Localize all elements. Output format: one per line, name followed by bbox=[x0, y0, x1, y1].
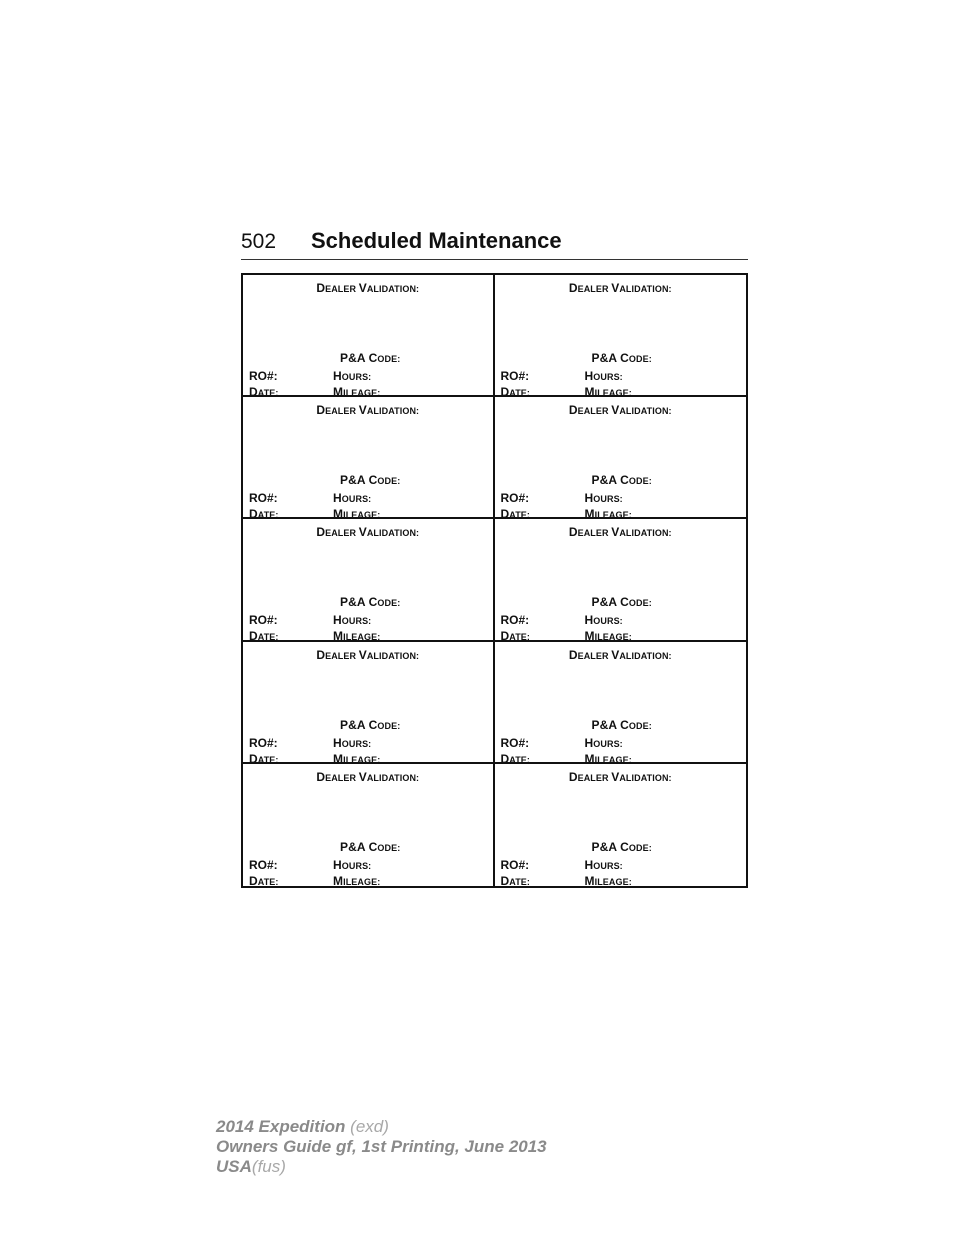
footer-line-2 bbox=[216, 1137, 547, 1157]
label-small: OURS: bbox=[341, 860, 372, 871]
label-cap: V bbox=[611, 769, 620, 784]
mileage-label bbox=[333, 874, 380, 888]
label-small: EALER bbox=[577, 772, 612, 783]
label-small: EALER bbox=[325, 284, 359, 294]
footer-model-code: (exd) bbox=[350, 1117, 389, 1136]
label-cap: D bbox=[249, 385, 258, 399]
label-small: ILEAGE: bbox=[343, 754, 381, 765]
label-small: OURS: bbox=[593, 494, 623, 505]
label-small: ODE: bbox=[377, 354, 401, 364]
footer-market: USA bbox=[216, 1157, 252, 1176]
label-cap: M bbox=[584, 751, 595, 766]
label-cap: M bbox=[584, 507, 595, 522]
label-small: ATE: bbox=[509, 632, 531, 643]
label-small: ILEAGE: bbox=[594, 510, 632, 521]
pa-code-label bbox=[340, 351, 400, 365]
label-cap: P&A C bbox=[340, 473, 378, 488]
label-cap: D bbox=[249, 629, 258, 644]
label-small: ODE: bbox=[628, 842, 652, 853]
hours-label bbox=[585, 858, 623, 872]
label-small: ALIDATION: bbox=[619, 284, 672, 294]
label-small: EALER bbox=[577, 406, 612, 417]
hours-label bbox=[333, 613, 371, 627]
dealer-validation-label bbox=[243, 281, 493, 295]
footer bbox=[216, 1117, 547, 1177]
ro-number-label: RO#: bbox=[249, 735, 278, 750]
footer-model: 2014 Expedition bbox=[216, 1117, 346, 1136]
label-cap: D bbox=[316, 403, 326, 418]
label-cap: P&A C bbox=[591, 717, 629, 732]
hours-label bbox=[585, 491, 623, 505]
label-small: ILEAGE: bbox=[594, 632, 632, 643]
label-small: OURS: bbox=[341, 372, 372, 382]
label-small: ODE: bbox=[628, 354, 652, 364]
footer-line-1 bbox=[216, 1117, 547, 1137]
label-cap: V bbox=[611, 525, 620, 540]
label-cap: H bbox=[333, 857, 342, 872]
label-small: EALER bbox=[325, 772, 359, 783]
label-cap: V bbox=[611, 403, 620, 418]
label-small: ALIDATION: bbox=[366, 284, 420, 294]
label-small: EALER bbox=[325, 650, 359, 661]
label-small: ATE: bbox=[509, 754, 531, 765]
label-cap: V bbox=[358, 403, 367, 418]
label-cap: M bbox=[584, 629, 595, 644]
label-cap: H bbox=[333, 369, 342, 383]
footer-line-3 bbox=[216, 1157, 547, 1177]
label-cap: H bbox=[333, 613, 342, 628]
label-cap: P&A C bbox=[591, 473, 629, 488]
label-cap: M bbox=[584, 873, 595, 888]
hours-label bbox=[585, 613, 623, 627]
label-cap: V bbox=[358, 525, 367, 540]
pa-code-label bbox=[592, 595, 652, 609]
label-small: ATE: bbox=[257, 632, 279, 643]
pa-code-label bbox=[340, 473, 400, 487]
label-cap: H bbox=[584, 857, 594, 872]
label-cap: H bbox=[584, 613, 594, 628]
label-cap: D bbox=[568, 281, 578, 295]
label-cap: V bbox=[358, 647, 367, 662]
label-cap: D bbox=[500, 507, 510, 522]
dealer-validation-label bbox=[495, 281, 747, 295]
label-cap: D bbox=[500, 629, 510, 644]
label-small: ODE: bbox=[628, 598, 652, 609]
label-small: OURS: bbox=[593, 372, 623, 382]
record-cell bbox=[243, 642, 495, 764]
dealer-validation-label bbox=[243, 648, 493, 662]
hours-label bbox=[585, 736, 623, 750]
label-small: ILEAGE: bbox=[594, 876, 632, 887]
label-cap: D bbox=[316, 647, 326, 662]
label-cap: P&A C bbox=[340, 839, 378, 854]
label-cap: P&A C bbox=[591, 351, 629, 365]
footer-printing: Owners Guide gf, 1st Printing, June 2013 bbox=[216, 1137, 547, 1156]
label-small: OURS: bbox=[593, 738, 623, 749]
label-small: ALIDATION: bbox=[366, 528, 420, 539]
label-cap: D bbox=[500, 873, 510, 888]
date-label bbox=[249, 874, 279, 888]
record-cell bbox=[243, 397, 495, 522]
label-small: ILEAGE: bbox=[343, 632, 381, 643]
hours-label bbox=[585, 369, 623, 383]
dealer-validation-label bbox=[495, 770, 747, 784]
label-small: OURS: bbox=[593, 860, 623, 871]
hours-label bbox=[333, 491, 371, 505]
date-label bbox=[501, 874, 531, 888]
label-small: EALER bbox=[325, 528, 359, 539]
dealer-validation-label bbox=[495, 648, 747, 662]
label-small: EALER bbox=[577, 284, 612, 294]
pa-code-label bbox=[592, 718, 652, 732]
label-small: ALIDATION: bbox=[366, 772, 420, 783]
label-cap: P&A C bbox=[340, 717, 378, 732]
ro-number-label: RO#: bbox=[249, 857, 278, 872]
label-small: ODE: bbox=[628, 720, 652, 731]
ro-number-label: RO#: bbox=[249, 491, 278, 506]
label-small: EALER bbox=[577, 650, 612, 661]
label-small: ATE: bbox=[257, 388, 279, 398]
pa-code-label bbox=[340, 840, 400, 854]
label-small: ALIDATION: bbox=[366, 650, 420, 661]
label-small: ODE: bbox=[628, 476, 652, 487]
dealer-validation-label bbox=[495, 525, 747, 539]
ro-number-label: RO#: bbox=[249, 613, 278, 628]
label-cap: M bbox=[333, 385, 344, 399]
label-small: ILEAGE: bbox=[343, 876, 381, 887]
ro-number-label: RO#: bbox=[249, 369, 278, 383]
label-small: ALIDATION: bbox=[619, 772, 672, 783]
dealer-validation-label bbox=[243, 403, 493, 417]
label-cap: H bbox=[333, 735, 342, 750]
header-rule bbox=[241, 259, 748, 260]
label-small: ATE: bbox=[509, 510, 531, 521]
label-cap: D bbox=[568, 769, 578, 784]
label-cap: D bbox=[500, 385, 510, 399]
label-small: ALIDATION: bbox=[619, 650, 672, 661]
label-small: ALIDATION: bbox=[619, 406, 672, 417]
label-cap: H bbox=[333, 491, 342, 506]
label-small: ATE: bbox=[257, 876, 279, 887]
label-cap: H bbox=[584, 491, 594, 506]
ro-number-label: RO#: bbox=[500, 857, 530, 872]
label-small: OURS: bbox=[341, 616, 372, 627]
label-small: ILEAGE: bbox=[594, 754, 632, 765]
dealer-validation-label bbox=[243, 525, 493, 539]
record-cell bbox=[495, 764, 747, 886]
record-cell bbox=[495, 275, 747, 397]
label-small: ATE: bbox=[509, 388, 531, 398]
ro-number-label: RO#: bbox=[500, 369, 530, 383]
label-cap: V bbox=[358, 281, 367, 295]
pa-code-label bbox=[340, 718, 400, 732]
label-small: ILEAGE: bbox=[594, 388, 632, 398]
ro-number-label: RO#: bbox=[500, 613, 530, 628]
label-small: OURS: bbox=[341, 494, 372, 505]
label-cap: D bbox=[249, 751, 258, 766]
page-number: 502 bbox=[241, 230, 277, 253]
label-cap: H bbox=[584, 735, 594, 750]
label-small: ATE: bbox=[509, 876, 531, 887]
pa-code-label bbox=[592, 351, 652, 365]
label-small: OURS: bbox=[593, 616, 623, 627]
label-small: ODE: bbox=[377, 720, 401, 731]
label-small: ALIDATION: bbox=[366, 406, 420, 417]
label-cap: V bbox=[611, 281, 620, 295]
label-cap: D bbox=[316, 769, 326, 784]
label-cap: M bbox=[333, 873, 344, 888]
label-cap: D bbox=[316, 525, 326, 540]
label-cap: M bbox=[584, 385, 595, 399]
label-cap: D bbox=[316, 281, 326, 295]
label-small: ATE: bbox=[257, 510, 279, 521]
page-title: Scheduled Maintenance bbox=[311, 228, 562, 253]
hours-label bbox=[333, 736, 371, 750]
pa-code-label bbox=[592, 473, 652, 487]
label-cap: D bbox=[500, 751, 510, 766]
maintenance-record-grid bbox=[241, 273, 748, 888]
footer-market-code: (fus) bbox=[251, 1157, 286, 1176]
label-cap: P&A C bbox=[591, 595, 629, 610]
label-small: EALER bbox=[325, 406, 359, 417]
label-cap: P&A C bbox=[591, 839, 629, 854]
record-cell bbox=[495, 397, 747, 522]
label-cap: M bbox=[333, 507, 344, 522]
label-cap: V bbox=[358, 769, 367, 784]
label-cap: P&A C bbox=[340, 351, 378, 365]
label-cap: M bbox=[333, 629, 344, 644]
hours-label bbox=[333, 858, 371, 872]
label-cap: D bbox=[568, 403, 578, 418]
label-cap: D bbox=[568, 647, 578, 662]
hours-label bbox=[333, 369, 371, 383]
label-small: ILEAGE: bbox=[343, 388, 381, 398]
label-small: ALIDATION: bbox=[619, 528, 672, 539]
label-cap: H bbox=[584, 369, 594, 383]
mileage-label bbox=[585, 874, 632, 888]
record-cell bbox=[495, 519, 747, 644]
label-small: EALER bbox=[577, 528, 612, 539]
ro-number-label: RO#: bbox=[500, 491, 530, 506]
label-small: ILEAGE: bbox=[343, 510, 381, 521]
label-cap: V bbox=[611, 647, 620, 662]
label-small: ODE: bbox=[377, 476, 401, 487]
page-header bbox=[241, 228, 748, 260]
label-cap: D bbox=[568, 525, 578, 540]
pa-code-label bbox=[592, 840, 652, 854]
label-cap: D bbox=[249, 507, 258, 522]
label-small: ATE: bbox=[257, 754, 279, 765]
dealer-validation-label bbox=[243, 770, 493, 784]
label-cap: D bbox=[249, 873, 258, 888]
label-small: OURS: bbox=[341, 738, 372, 749]
dealer-validation-label bbox=[495, 403, 747, 417]
label-small: ODE: bbox=[377, 842, 401, 853]
record-cell bbox=[243, 519, 495, 644]
label-cap: P&A C bbox=[340, 595, 378, 610]
record-cell bbox=[243, 764, 495, 886]
ro-number-label: RO#: bbox=[500, 735, 530, 750]
record-cell bbox=[495, 642, 747, 764]
label-cap: M bbox=[333, 751, 344, 766]
label-small: ODE: bbox=[377, 598, 401, 609]
record-cell bbox=[243, 275, 495, 397]
pa-code-label bbox=[340, 595, 400, 609]
